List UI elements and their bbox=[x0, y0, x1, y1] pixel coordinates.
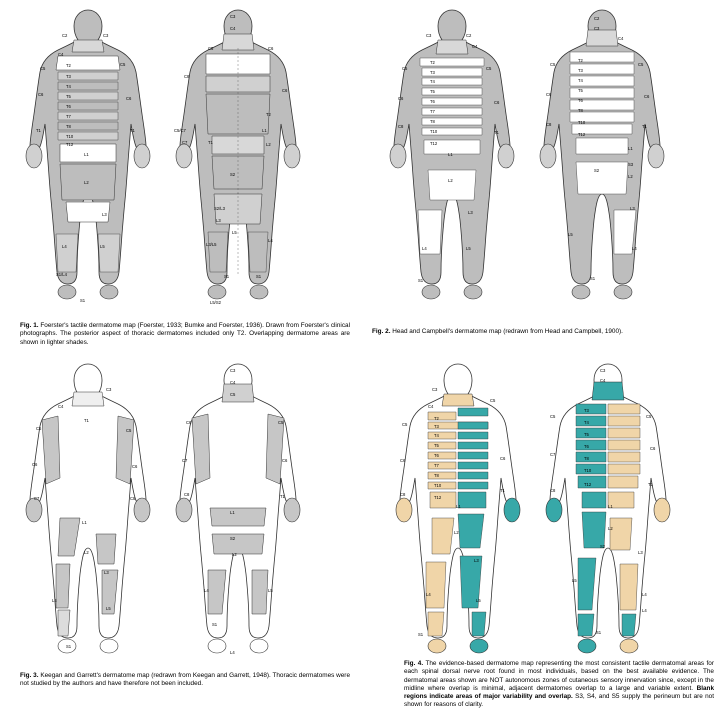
svg-text:T1: T1 bbox=[280, 494, 285, 499]
fig4-anterior-figure bbox=[396, 364, 520, 653]
figure-2-artwork bbox=[382, 4, 712, 314]
svg-text:L3: L3 bbox=[474, 558, 479, 563]
svg-text:L5: L5 bbox=[232, 230, 237, 235]
figure-1-panel bbox=[18, 4, 348, 314]
svg-text:L5: L5 bbox=[568, 232, 573, 237]
svg-text:C5: C5 bbox=[126, 428, 132, 433]
svg-text:L3: L3 bbox=[104, 570, 109, 575]
figure-1-caption bbox=[20, 322, 350, 347]
svg-text:C3: C3 bbox=[594, 26, 600, 31]
svg-text:C6: C6 bbox=[398, 96, 404, 101]
svg-text:T1: T1 bbox=[494, 130, 499, 135]
figure-1-artwork bbox=[18, 4, 348, 314]
svg-text:L4: L4 bbox=[642, 608, 647, 613]
svg-text:C5: C5 bbox=[646, 414, 652, 419]
svg-text:T8: T8 bbox=[434, 473, 439, 478]
svg-text:C5: C5 bbox=[490, 398, 496, 403]
svg-text:C5: C5 bbox=[230, 392, 236, 397]
svg-text:C5: C5 bbox=[638, 62, 644, 67]
svg-text:T1: T1 bbox=[208, 140, 213, 145]
svg-text:S3: S3 bbox=[628, 162, 634, 167]
svg-text:T12: T12 bbox=[430, 141, 438, 146]
svg-text:C5: C5 bbox=[40, 66, 46, 71]
svg-text:C6: C6 bbox=[126, 96, 132, 101]
svg-text:L4: L4 bbox=[268, 238, 273, 243]
svg-text:C5/C7: C5/C7 bbox=[174, 128, 186, 133]
figure-4-artwork bbox=[388, 358, 718, 658]
svg-text:T10: T10 bbox=[66, 134, 74, 139]
svg-text:C5: C5 bbox=[550, 414, 556, 419]
fig2-posterior-figure bbox=[540, 10, 664, 299]
svg-text:T10: T10 bbox=[430, 129, 438, 134]
svg-text:L3: L3 bbox=[468, 210, 473, 215]
svg-text:S1: S1 bbox=[80, 298, 86, 303]
fig3-anterior-figure bbox=[26, 364, 150, 653]
svg-text:T6: T6 bbox=[578, 98, 583, 103]
svg-text:L4: L4 bbox=[230, 650, 235, 655]
svg-text:T5: T5 bbox=[430, 89, 435, 94]
svg-text:T12: T12 bbox=[584, 482, 592, 487]
svg-text:L4: L4 bbox=[62, 244, 67, 249]
svg-text:L5: L5 bbox=[100, 244, 105, 249]
svg-text:C7: C7 bbox=[550, 452, 556, 457]
svg-text:T6: T6 bbox=[434, 453, 439, 458]
svg-text:L5: L5 bbox=[268, 588, 273, 593]
svg-text:C6: C6 bbox=[38, 92, 44, 97]
svg-text:T5: T5 bbox=[66, 94, 71, 99]
svg-text:L4: L4 bbox=[52, 598, 57, 603]
fig3-posterior-figure bbox=[176, 364, 300, 655]
svg-text:T3: T3 bbox=[584, 408, 589, 413]
svg-text:T2: T2 bbox=[66, 63, 71, 68]
fig4-posterior-figure bbox=[546, 364, 670, 653]
svg-text:L1: L1 bbox=[628, 146, 633, 151]
svg-text:T6: T6 bbox=[66, 104, 71, 109]
svg-text:L2: L2 bbox=[84, 550, 89, 555]
svg-text:T7: T7 bbox=[434, 463, 439, 468]
svg-text:L5: L5 bbox=[466, 246, 471, 251]
figure-3-panel bbox=[18, 358, 348, 658]
svg-text:T5: T5 bbox=[578, 88, 583, 93]
svg-text:C3: C3 bbox=[432, 387, 438, 392]
svg-text:L2: L2 bbox=[608, 526, 613, 531]
svg-text:L3: L3 bbox=[630, 206, 635, 211]
svg-text:L5: L5 bbox=[476, 598, 481, 603]
figure-3-label: Fig. 3. bbox=[20, 672, 39, 679]
svg-text:T7: T7 bbox=[66, 114, 71, 119]
figure-2-label: Fig. 2. bbox=[372, 328, 391, 335]
svg-text:T8: T8 bbox=[584, 456, 589, 461]
svg-text:T8: T8 bbox=[578, 108, 583, 113]
svg-text:S2: S2 bbox=[230, 536, 236, 541]
svg-text:T1: T1 bbox=[84, 418, 89, 423]
svg-text:C5: C5 bbox=[120, 62, 126, 67]
svg-text:C8: C8 bbox=[398, 124, 404, 129]
svg-text:C5: C5 bbox=[550, 62, 556, 67]
svg-text:T1: T1 bbox=[500, 488, 505, 493]
svg-text:T6: T6 bbox=[584, 444, 589, 449]
svg-text:T1: T1 bbox=[36, 128, 41, 133]
svg-text:T4: T4 bbox=[434, 433, 439, 438]
svg-text:L2: L2 bbox=[448, 178, 453, 183]
svg-text:T10: T10 bbox=[584, 468, 592, 473]
svg-text:C4: C4 bbox=[428, 404, 434, 409]
svg-text:L2: L2 bbox=[266, 142, 271, 147]
svg-text:S1: S1 bbox=[224, 274, 230, 279]
figure-2-caption bbox=[372, 328, 712, 336]
svg-text:L3/L5: L3/L5 bbox=[206, 242, 217, 247]
svg-text:S1: S1 bbox=[418, 278, 424, 283]
svg-text:C7: C7 bbox=[182, 458, 188, 463]
svg-text:T10: T10 bbox=[434, 483, 442, 488]
svg-text:S2: S2 bbox=[230, 172, 236, 177]
fig2-anterior-figure bbox=[390, 10, 514, 299]
figure-1-label: Fig. 1. bbox=[20, 322, 39, 329]
svg-text:S1/L4: S1/L4 bbox=[56, 272, 67, 277]
svg-text:C8: C8 bbox=[400, 492, 406, 497]
svg-text:T12: T12 bbox=[66, 142, 74, 147]
svg-text:T2: T2 bbox=[578, 58, 583, 63]
svg-text:L4: L4 bbox=[422, 246, 427, 251]
figure-3-caption-text: Keegan and Garrett's dermatome map (redrawn from Keegan and Garrett, 1948). Thoracic dermatomes were not studied by the authors and have therefore not been included. bbox=[20, 672, 350, 688]
svg-text:C4: C4 bbox=[472, 44, 478, 49]
svg-text:L1: L1 bbox=[82, 520, 87, 525]
svg-text:T4: T4 bbox=[578, 78, 583, 83]
svg-text:C7: C7 bbox=[34, 496, 40, 501]
svg-text:L1: L1 bbox=[456, 504, 461, 509]
svg-text:C8: C8 bbox=[130, 496, 136, 501]
figure-4-caption-tail: S3, S4, and S5 supply the perineum but are not shown for reasons of clarity. bbox=[404, 693, 714, 709]
svg-text:L2: L2 bbox=[454, 530, 459, 535]
svg-text:C6: C6 bbox=[546, 92, 552, 97]
svg-text:C4: C4 bbox=[230, 26, 236, 31]
svg-text:T6: T6 bbox=[430, 99, 435, 104]
svg-text:C3: C3 bbox=[230, 368, 236, 373]
figure-1-caption-text: Foerster's tactile dermatome map (Foerster, 1933; Bumke and Foerster, 1936). Drawn from Foerster's clinical photographs. The posterior aspect of thoracic dermatomes included only T2. Overlapping dermatome areas are shown in lighter shades. bbox=[20, 322, 350, 346]
svg-text:C5: C5 bbox=[402, 66, 408, 71]
svg-text:C4: C4 bbox=[58, 404, 64, 409]
svg-text:L1: L1 bbox=[84, 152, 89, 157]
svg-text:T3: T3 bbox=[434, 424, 439, 429]
svg-text:C6: C6 bbox=[282, 88, 288, 93]
figure-4-caption-bold: Blank regions indicate areas of major variability and overlap. bbox=[404, 684, 714, 701]
svg-text:L3: L3 bbox=[216, 218, 221, 223]
svg-text:S1: S1 bbox=[212, 622, 218, 627]
svg-text:S1: S1 bbox=[590, 276, 596, 281]
fig1-anterior-figure bbox=[26, 10, 150, 303]
svg-text:C8: C8 bbox=[184, 492, 190, 497]
svg-text:C3: C3 bbox=[106, 387, 112, 392]
svg-text:C7: C7 bbox=[182, 140, 188, 145]
svg-text:S1: S1 bbox=[418, 632, 424, 637]
svg-text:L2: L2 bbox=[628, 174, 633, 179]
svg-text:T4: T4 bbox=[430, 79, 435, 84]
svg-text:S1: S1 bbox=[596, 630, 602, 635]
svg-text:T3: T3 bbox=[430, 70, 435, 75]
svg-text:T3: T3 bbox=[66, 74, 71, 79]
svg-text:C4: C4 bbox=[618, 36, 624, 41]
svg-text:S1: S1 bbox=[256, 274, 262, 279]
svg-text:C5: C5 bbox=[402, 422, 408, 427]
svg-text:L4: L4 bbox=[204, 588, 209, 593]
svg-text:L2: L2 bbox=[232, 552, 237, 557]
svg-text:T2: T2 bbox=[430, 60, 435, 65]
svg-text:C2: C2 bbox=[466, 33, 472, 38]
svg-text:L3: L3 bbox=[638, 550, 643, 555]
svg-text:C5: C5 bbox=[36, 426, 42, 431]
svg-text:L1: L1 bbox=[608, 504, 613, 509]
svg-text:C3: C3 bbox=[426, 33, 432, 38]
svg-text:C4: C4 bbox=[58, 52, 64, 57]
svg-text:T4: T4 bbox=[66, 84, 71, 89]
svg-text:C6: C6 bbox=[186, 420, 192, 425]
svg-text:C6: C6 bbox=[132, 464, 138, 469]
figure-2-caption-text: Head and Campbell's dermatome map (redrawn from Head and Campbell, 1900). bbox=[392, 328, 623, 335]
svg-text:L1: L1 bbox=[230, 510, 235, 515]
svg-text:C5: C5 bbox=[278, 420, 284, 425]
svg-text:L4: L4 bbox=[642, 592, 647, 597]
svg-text:T12: T12 bbox=[434, 495, 442, 500]
figure-3-caption bbox=[20, 672, 350, 689]
svg-text:C3: C3 bbox=[230, 14, 236, 19]
svg-text:T1: T1 bbox=[130, 128, 135, 133]
svg-text:C6: C6 bbox=[494, 100, 500, 105]
svg-text:C2: C2 bbox=[594, 16, 600, 21]
figure-4-panel bbox=[388, 358, 718, 658]
svg-text:T7: T7 bbox=[430, 109, 435, 114]
svg-text:T5: T5 bbox=[584, 432, 589, 437]
svg-text:L1: L1 bbox=[448, 152, 453, 157]
svg-text:C8: C8 bbox=[550, 488, 556, 493]
svg-text:C6: C6 bbox=[500, 456, 506, 461]
svg-text:C6: C6 bbox=[650, 446, 656, 451]
svg-text:C4: C4 bbox=[600, 378, 606, 383]
svg-text:T8: T8 bbox=[430, 119, 435, 124]
svg-text:S1: S1 bbox=[66, 644, 72, 649]
svg-text:L1: L1 bbox=[262, 128, 267, 133]
svg-text:C6: C6 bbox=[644, 94, 650, 99]
fig1-posterior-figure bbox=[174, 10, 300, 305]
svg-text:C2: C2 bbox=[62, 33, 68, 38]
figure-2-panel bbox=[382, 4, 712, 314]
svg-text:C4: C4 bbox=[230, 380, 236, 385]
figure-3-artwork bbox=[18, 358, 348, 658]
svg-text:L3: L3 bbox=[102, 212, 107, 217]
svg-text:C3: C3 bbox=[600, 368, 606, 373]
svg-text:L5: L5 bbox=[572, 578, 577, 583]
svg-text:T5: T5 bbox=[434, 443, 439, 448]
svg-text:T12: T12 bbox=[578, 132, 586, 137]
svg-text:T2: T2 bbox=[434, 416, 439, 421]
svg-text:T1: T1 bbox=[642, 124, 647, 129]
svg-text:L4: L4 bbox=[426, 592, 431, 597]
svg-text:L4: L4 bbox=[632, 246, 637, 251]
svg-text:C5: C5 bbox=[486, 66, 492, 71]
svg-text:L5/S2: L5/S2 bbox=[210, 300, 221, 305]
svg-text:T3: T3 bbox=[578, 68, 583, 73]
svg-text:T2: T2 bbox=[266, 112, 271, 117]
svg-text:T10: T10 bbox=[578, 120, 586, 125]
svg-text:T4: T4 bbox=[584, 420, 589, 425]
svg-text:L2: L2 bbox=[84, 180, 89, 185]
svg-text:C6: C6 bbox=[32, 462, 38, 467]
svg-text:C8: C8 bbox=[546, 122, 552, 127]
svg-text:T8: T8 bbox=[66, 124, 71, 129]
figure-4-caption-lead: The evidence-based dermatome map representing the most consistent tactile dermatomal areas for each spinal dorsal nerve root found in most individuals, based on the best available evidence. The dermatomal areas shown are NOT autonomous zones of cutaneous sensory innervation since, except in the midline where overlap is minimal, adjacent dermatomes overlap to a large and variable extent. bbox=[404, 660, 714, 692]
svg-text:L5: L5 bbox=[106, 606, 111, 611]
svg-text:C3: C3 bbox=[103, 33, 109, 38]
svg-text:C8: C8 bbox=[184, 74, 190, 79]
figure-4-label: Fig. 4. bbox=[404, 660, 424, 667]
svg-text:C6: C6 bbox=[282, 458, 288, 463]
svg-text:C5: C5 bbox=[208, 46, 214, 51]
svg-text:S2: S2 bbox=[600, 544, 606, 549]
svg-text:C6: C6 bbox=[400, 458, 406, 463]
svg-text:S2: S2 bbox=[594, 168, 600, 173]
figure-4-caption bbox=[404, 660, 714, 710]
svg-text:T1: T1 bbox=[648, 482, 653, 487]
svg-text:S2/L3: S2/L3 bbox=[214, 206, 225, 211]
svg-text:C6: C6 bbox=[268, 46, 274, 51]
